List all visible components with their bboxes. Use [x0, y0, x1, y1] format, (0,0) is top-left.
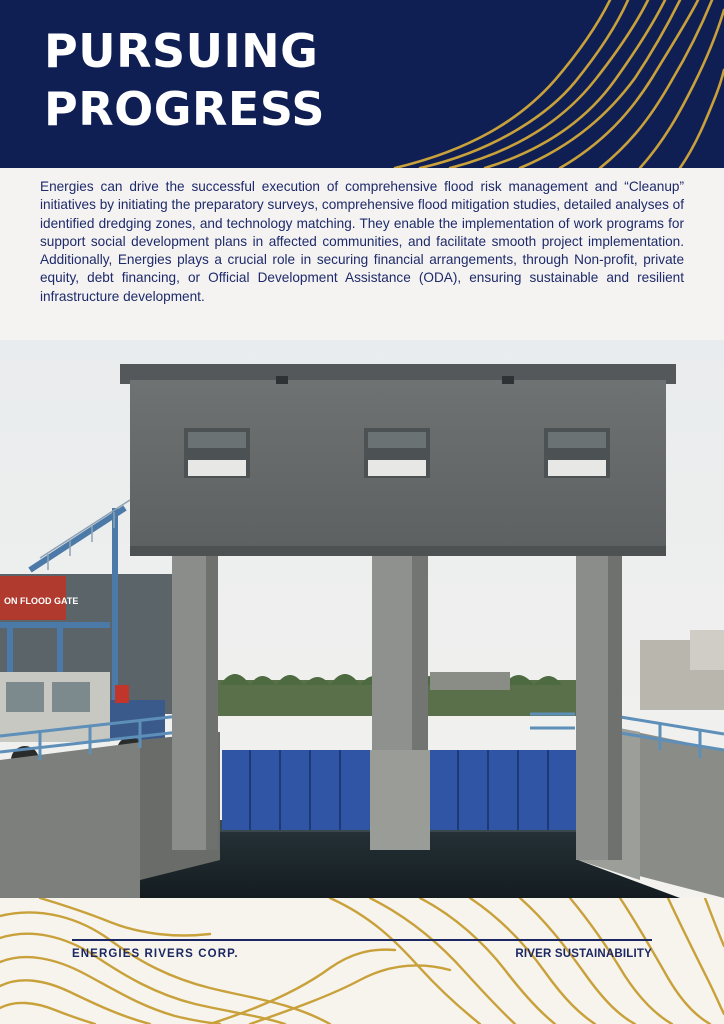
footer-divider: [72, 939, 652, 941]
footer-company-name: ENERGIES RIVERS CORP.: [72, 948, 239, 960]
flood-gate-photo: [0, 340, 724, 898]
flood-gate-illustration: [0, 340, 724, 898]
footer: [0, 898, 724, 1024]
page-title: [44, 22, 325, 138]
gold-wave-pattern-footer: [0, 898, 724, 1024]
footer-tagline: RIVER SUSTAINABILITY: [515, 948, 652, 960]
flood-gate-sign: ON FLOOD GATE: [4, 596, 79, 606]
title-line-1: PURSUING: [44, 24, 319, 78]
title-line-2: PROGRESS: [44, 82, 326, 136]
header-banner: [0, 0, 724, 168]
body-paragraph: Energies can drive the successful execution of comprehensive flood risk management and “Cleanup” initiatives by initiating the preparatory surveys, comprehensive flood mitigation studies, detailed analyses of identified dredging zones, and technology matching. They enable the implementation of work programs for support social development plans in affected communities, and facilitate smooth project implementation. Additionally, Energies plays a crucial role in securing financial arrangements, through Non-profit, private equity, debt financing, or Official Development Assistance (ODA), ensuring sustainable and resilient infrastructure development.: [40, 179, 684, 304]
